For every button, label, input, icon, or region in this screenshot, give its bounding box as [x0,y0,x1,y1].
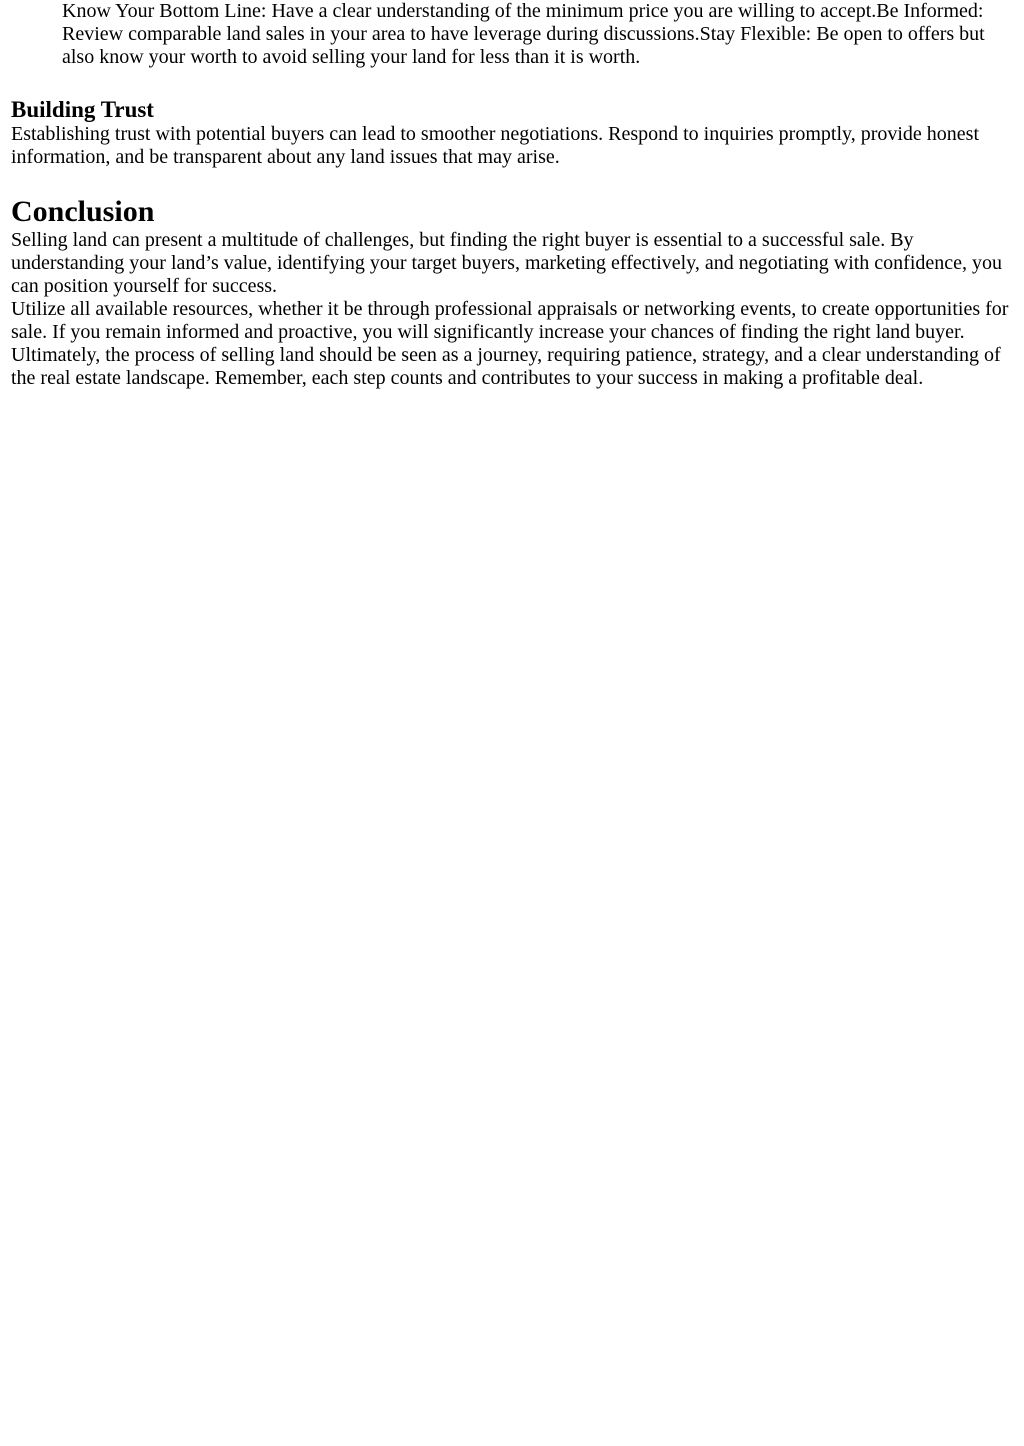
conclusion-paragraph: Selling land can present a multitude of challenges, but finding the right buyer is essential to a successful sale. By understanding your land’s value, identifying your target buyers, marketing effectively, and negotiating with confidence, you can position yourself for success. [11,229,1003,297]
conclusion-paragraph: Utilize all available resources, whether it be through professional appraisals or networking events, to create opportunities for sale. If you remain informed and proactive, you will significantly increase your chances of finding the right land buyer. [11,298,1009,343]
negotiation-tips-block [62,0,1014,69]
building-trust-heading: Building Trust [11,97,154,122]
conclusion-section [11,194,1014,390]
conclusion-heading: Conclusion [11,195,155,228]
building-trust-paragraph: Establishing trust with potential buyers can lead to smoother negotiations. Respond to inquiries promptly, provide honest information, and be transparent about any land issues that may arise. [11,123,980,168]
conclusion-paragraph: Ultimately, the process of selling land should be seen as a journey, requiring patience, strategy, and a clear understanding of the real estate landscape. Remember, each step counts and contributes to your success in making a profitable deal. [11,344,1001,389]
building-trust-section [11,96,1014,169]
negotiation-tips-text: Know Your Bottom Line: Have a clear understanding of the minimum price you are willing to accept.Be Informed: Review comparable land sales in your area to have leverage during discussions.Stay Flexible: Be open to offers but also know your worth to avoid selling your land for less than it is worth. [62,0,985,68]
